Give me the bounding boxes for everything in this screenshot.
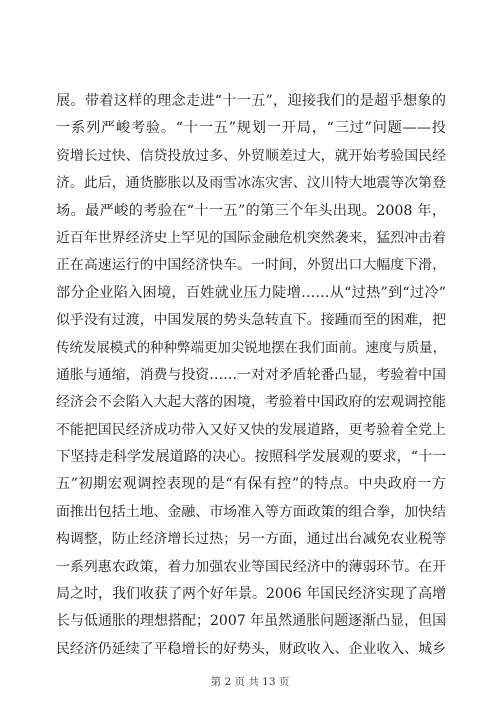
text-line: 近百年世界经济史上罕见的国际金融危机突然袭来，猛烈冲击着	[56, 229, 446, 246]
text-line: 下坚持走科学发展道路的决心。按照科学发展观的要求，“十一	[56, 449, 447, 466]
text-line: 构调整，防止经济增长过热；另一方面，通过出台减免农业税等	[56, 531, 446, 548]
text-line: 传统发展模式的种种弊端更加尖锐地摆在我们面前。速度与质量，	[56, 340, 446, 356]
text-line: 五”初期宏观调控表现的是“有保有控”的特点。中央政府一方	[56, 476, 446, 493]
text-line: 通胀与通缩，消费与投资……一对对矛盾轮番凸显，考验着中国	[56, 366, 446, 383]
text-line: 局之时，我们收获了两个好年景。2006 年国民经济实现了高增	[56, 586, 447, 603]
text-line: 资增长过快、信贷投放过多、外贸顺差过大，就开始考验国民经	[56, 147, 446, 164]
text-line: 一系列惠农政策，着力加强农业等国民经济中的薄弱环节。在开	[56, 558, 446, 575]
text-line: 经济会不会陷入大起大落的困境，考验着中国政府的宏观调控能	[56, 394, 446, 411]
text-line: 不能把国民经济成功带入又好又快的发展道路，更考验着全党上	[56, 421, 446, 438]
text-line: 民经济仍延续了平稳增长的好势头，财政收入、企业收入、城乡	[56, 640, 446, 657]
text-line: 场。最严峻的考验在“十一五”的第三个年头出现。2008 年，	[56, 202, 446, 219]
text-line: 似乎没有过渡，中国发展的势头急转直下。接踵而至的困难，把	[56, 312, 446, 329]
text-line: 展。带着这样的理念走进“十一五”，迎接我们的是超乎想象的	[56, 93, 446, 109]
text-line: 长与低通胀的理想搭配；2007 年虽然通胀问题逐渐凸显，但国	[56, 613, 447, 630]
text-line: 面推出包括土地、金融、市场准入等方面政策的组合拳，加快结	[56, 503, 446, 520]
body-text	[56, 88, 446, 663]
text-line: 济。此后，通货膨胀以及雨雪冰冻灾害、汶川特大地震等次第登	[56, 175, 446, 192]
text-line: 部分企业陷入困境，百姓就业压力陡增……从“过热”到“过冷”	[56, 284, 446, 301]
text-line: 正在高速运行的中国经济快车。一时间，外贸出口大幅度下滑，	[56, 257, 446, 274]
text-line: 一系列严峻考验。“十一五”规划一开局，“三过”问题——投	[56, 120, 446, 137]
page-footer: 第 2 页 共 13 页	[210, 676, 290, 688]
